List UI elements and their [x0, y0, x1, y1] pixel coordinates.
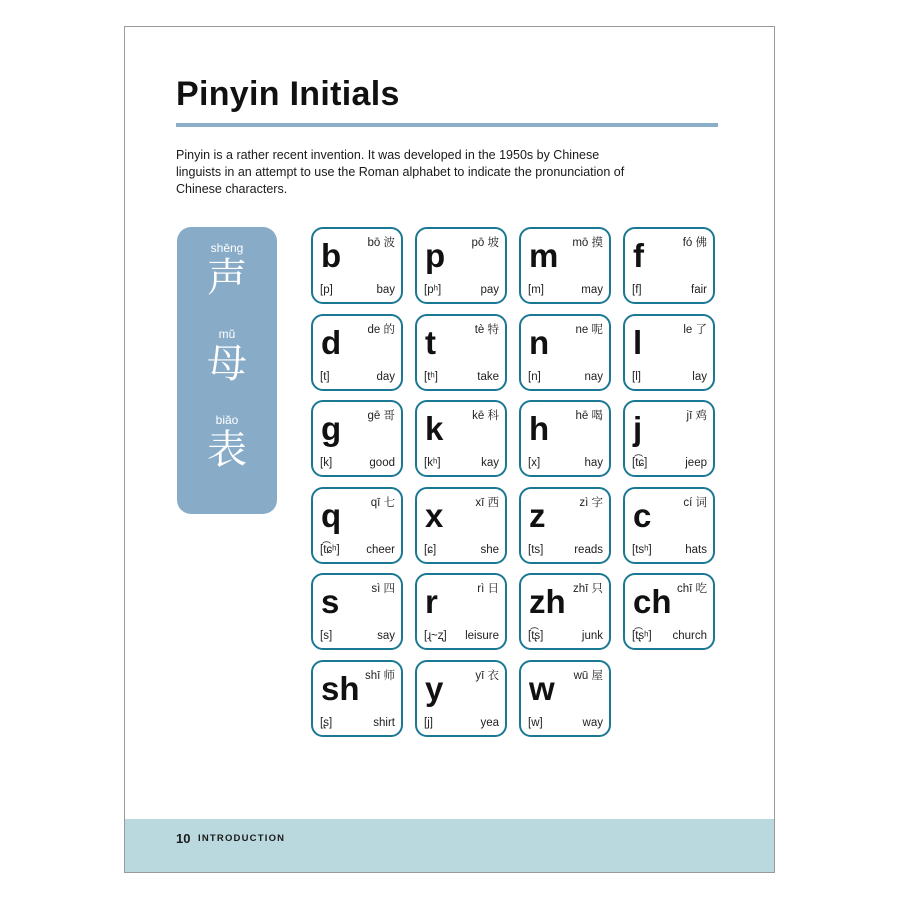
- english-example-word: good: [369, 457, 395, 469]
- english-example-word: hats: [685, 544, 707, 556]
- example-character: fó 佛: [682, 237, 707, 249]
- ipa-transcription: [ɕ]: [424, 544, 437, 556]
- page-title: Pinyin Initials: [176, 75, 400, 113]
- side-char-sheng: [177, 241, 277, 301]
- initial-card-sh: [311, 660, 403, 737]
- side-hanzi: 声: [207, 255, 247, 301]
- example-character: rì 日: [477, 583, 499, 595]
- ipa-transcription: [t͡ʂʰ]: [632, 630, 652, 642]
- initial-letter: r: [425, 583, 438, 620]
- initial-card-w: [519, 660, 611, 737]
- initial-card-k: [415, 400, 507, 477]
- english-example-word: say: [377, 630, 395, 642]
- initial-card-j: [623, 400, 715, 477]
- example-character: bō 波: [367, 237, 395, 249]
- english-example-word: nay: [584, 371, 603, 383]
- example-character: de 的: [367, 324, 395, 336]
- side-char-mu: [177, 327, 277, 387]
- example-character: le 了: [683, 324, 707, 336]
- initial-letter: n: [529, 324, 550, 361]
- book-page: [124, 26, 775, 873]
- english-example-word: kay: [481, 457, 499, 469]
- initial-letter: q: [321, 497, 342, 534]
- example-character: pō 坡: [471, 237, 499, 249]
- initial-letter: x: [425, 497, 444, 534]
- english-example-word: may: [581, 284, 603, 296]
- example-character: zì 字: [579, 497, 603, 509]
- example-character: xī 西: [475, 497, 499, 509]
- ipa-transcription: [t͡ʂ]: [528, 630, 544, 642]
- side-hanzi: 表: [207, 427, 247, 473]
- initial-card-h: [519, 400, 611, 477]
- initial-letter: y: [425, 670, 444, 707]
- example-character: chī 吃: [676, 583, 707, 595]
- ipa-transcription: [m]: [528, 284, 544, 296]
- ipa-transcription: [ts]: [528, 544, 544, 556]
- initial-card-ch: [623, 573, 715, 650]
- initial-letter: g: [321, 410, 342, 447]
- initial-card-d: [311, 314, 403, 391]
- ipa-transcription: [p]: [320, 284, 333, 296]
- example-character: hē 喝: [575, 410, 603, 422]
- initial-letter: p: [425, 237, 446, 274]
- example-character: yī 衣: [475, 670, 499, 682]
- example-character: zhī 只: [572, 583, 603, 595]
- initial-card-f: [623, 227, 715, 304]
- initial-letter: m: [529, 237, 559, 274]
- section-label: INTRODUCTION: [198, 833, 286, 844]
- initial-card-y: [415, 660, 507, 737]
- initial-letter: c: [633, 497, 652, 534]
- initial-letter: s: [321, 583, 340, 620]
- initial-card-r: [415, 573, 507, 650]
- initial-card-q: [311, 487, 403, 564]
- example-character: tè 特: [474, 324, 499, 336]
- example-character: cí 词: [683, 497, 707, 509]
- initial-letter: h: [529, 410, 550, 447]
- example-character: wū 屋: [573, 670, 603, 682]
- english-example-word: church: [672, 630, 707, 642]
- ipa-transcription: [n]: [528, 371, 541, 383]
- initial-card-z: [519, 487, 611, 564]
- ipa-transcription: [k]: [320, 457, 333, 469]
- ipa-transcription: [tʰ]: [424, 371, 438, 383]
- ipa-transcription: [w]: [528, 717, 543, 729]
- initial-card-n: [519, 314, 611, 391]
- english-example-word: cheer: [366, 544, 395, 556]
- english-example-word: hay: [584, 457, 603, 469]
- english-example-word: take: [477, 371, 499, 383]
- side-pinyin: mŭ: [218, 327, 236, 341]
- initial-card-x: [415, 487, 507, 564]
- english-example-word: day: [376, 371, 395, 383]
- initial-letter: f: [633, 237, 644, 274]
- initial-letter: d: [321, 324, 342, 361]
- side-pinyin: shēng: [210, 241, 244, 255]
- page-number: 10: [176, 831, 191, 846]
- initial-card-zh: [519, 573, 611, 650]
- ipa-transcription: [t͡ɕ]: [632, 457, 648, 469]
- shengmu-biao-panel: [177, 227, 277, 514]
- ipa-transcription: [t]: [320, 371, 330, 383]
- side-pinyin: biăo: [215, 413, 239, 427]
- english-example-word: pay: [480, 284, 499, 296]
- initial-letter: k: [425, 410, 444, 447]
- ipa-transcription: [pʰ]: [424, 284, 442, 296]
- side-char-biao: [177, 413, 277, 473]
- initial-card-l: [623, 314, 715, 391]
- english-example-word: way: [582, 717, 603, 729]
- initial-card-t: [415, 314, 507, 391]
- initial-card-g: [311, 400, 403, 477]
- initial-card-p: [415, 227, 507, 304]
- initials-grid: [311, 227, 716, 742]
- footer-band: [125, 819, 775, 873]
- initial-card-s: [311, 573, 403, 650]
- ipa-transcription: [t͡ɕʰ]: [320, 544, 340, 556]
- initial-letter: b: [321, 237, 342, 274]
- ipa-transcription: [x]: [528, 457, 541, 469]
- example-character: kē 科: [472, 410, 499, 422]
- title-underline: [176, 123, 718, 127]
- english-example-word: bay: [376, 284, 395, 296]
- english-example-word: fair: [691, 284, 707, 296]
- ipa-transcription: [tsʰ]: [632, 544, 652, 556]
- english-example-word: yea: [480, 717, 499, 729]
- initial-letter: z: [529, 497, 546, 534]
- ipa-transcription: [l]: [632, 371, 641, 383]
- example-character: gē 哥: [367, 410, 395, 422]
- ipa-transcription: [ɻ~ʐ]: [424, 630, 447, 642]
- initial-letter: t: [425, 324, 436, 361]
- english-example-word: she: [480, 544, 499, 556]
- english-example-word: lay: [692, 371, 707, 383]
- intro-paragraph: Pinyin is a rather recent invention. It was developed in the 1950s by Chinese linguists in an attempt to use the Roman alphabet to indicate the pronunciation of Chinese characters.: [176, 148, 625, 196]
- example-character: jī 鸡: [686, 410, 707, 422]
- english-example-word: junk: [581, 630, 603, 642]
- initial-card-m: [519, 227, 611, 304]
- initial-card-b: [311, 227, 403, 304]
- example-character: qī 七: [370, 497, 395, 509]
- english-example-word: reads: [574, 544, 603, 556]
- example-character: mō 摸: [572, 237, 603, 249]
- english-example-word: jeep: [685, 457, 707, 469]
- initial-letter: ch: [633, 583, 672, 620]
- ipa-transcription: [f]: [632, 284, 642, 296]
- initial-letter: sh: [321, 670, 360, 707]
- example-character: sì 四: [371, 583, 395, 595]
- english-example-word: shirt: [373, 717, 395, 729]
- example-character: ne 呢: [575, 324, 603, 336]
- side-hanzi: 母: [207, 341, 247, 387]
- initial-letter: l: [633, 324, 643, 361]
- example-character: shī 师: [364, 670, 395, 682]
- initial-letter: j: [633, 410, 643, 447]
- english-example-word: leisure: [465, 630, 499, 642]
- initial-letter: zh: [529, 583, 566, 620]
- ipa-transcription: [kʰ]: [424, 457, 441, 469]
- ipa-transcription: [j]: [424, 717, 433, 729]
- initial-letter: w: [529, 670, 555, 707]
- initial-card-c: [623, 487, 715, 564]
- ipa-transcription: [s]: [320, 630, 333, 642]
- ipa-transcription: [ʂ]: [320, 717, 333, 729]
